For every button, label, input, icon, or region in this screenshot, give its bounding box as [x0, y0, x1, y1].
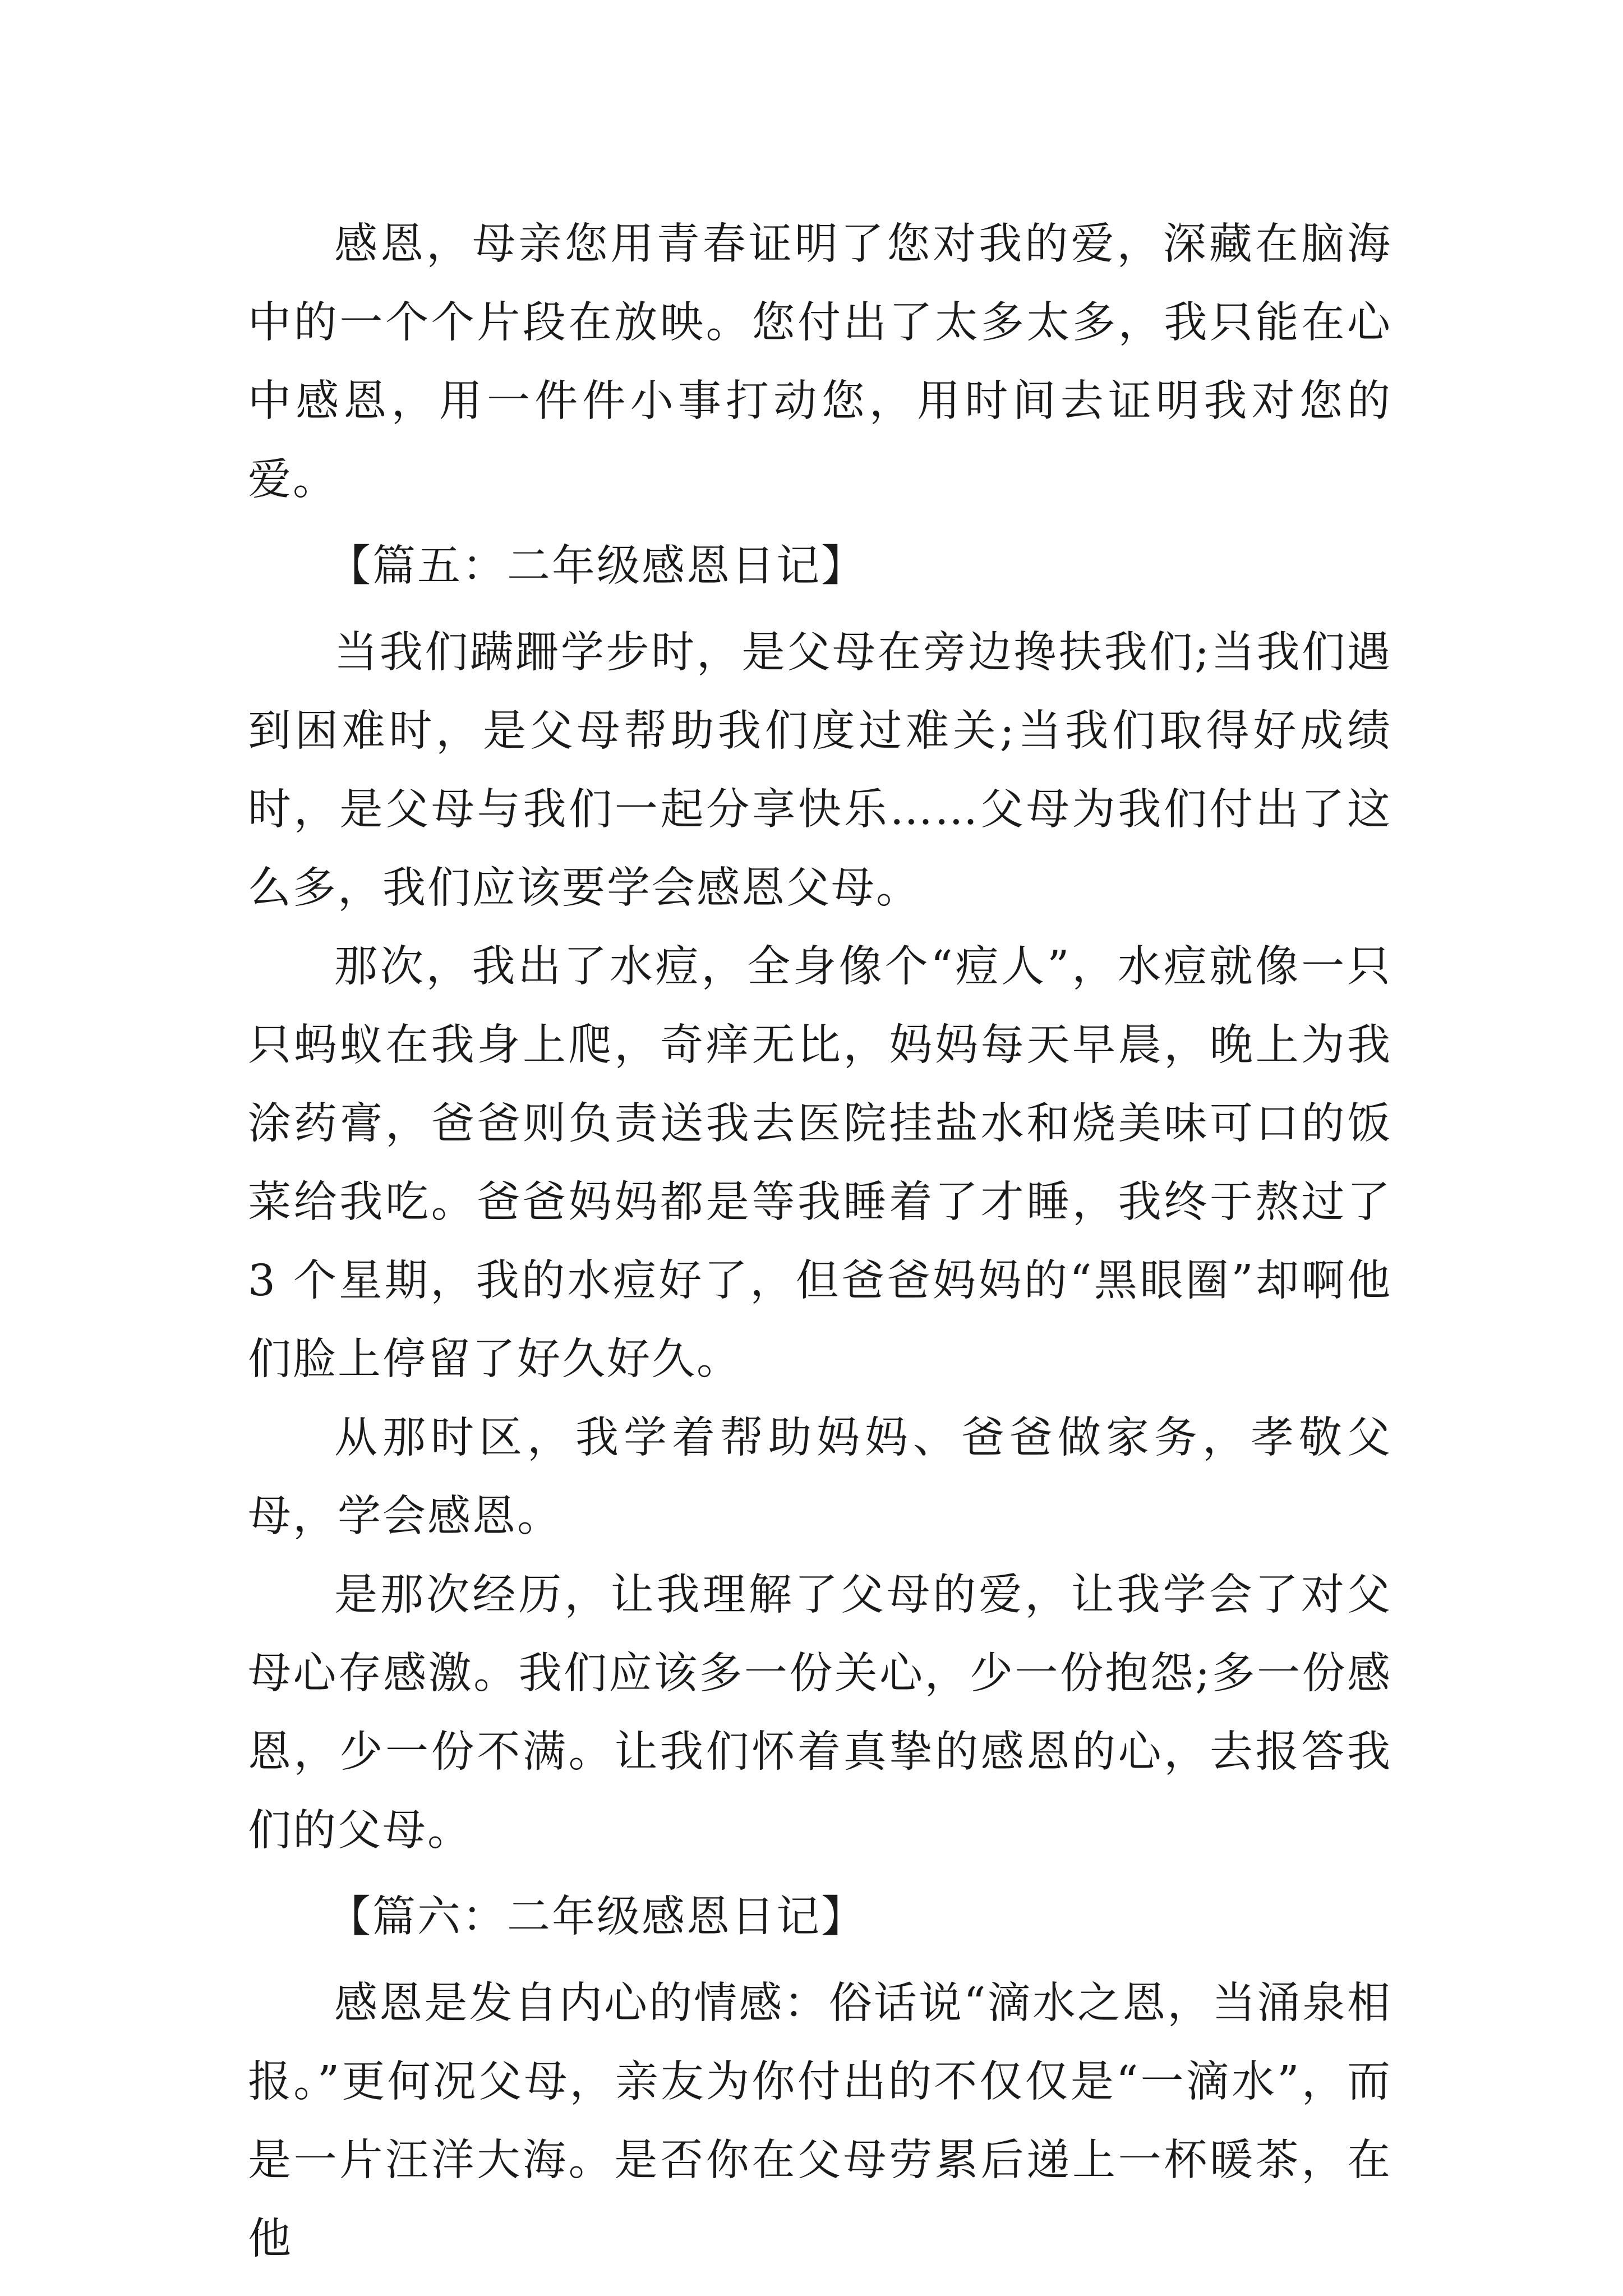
section-heading-part-six: 【篇六：二年级感恩日记】 — [328, 1892, 866, 1942]
paragraph-learned-gratitude: 是那次经历，让我理解了父母的爱，让我学会了对父母心存感激。我们应该多一份关心，少一份抱怨;多一份感恩，少一份不满。让我们怀着真挚的感恩的心，去报答我们的父母。 — [248, 1570, 1392, 1856]
paragraph-parents-support: 当我们蹒跚学步时，是父母在旁边搀扶我们;当我们遇到困难时，是父母帮助我们度过难关;当我们取得好成绩时，是父母与我们一起分享快乐……父母为我们付出了这么多，我们应该要学会感恩父母。 — [248, 628, 1392, 913]
paragraph-helping-chores: 从那时区，我学着帮助妈妈、爸爸做家务，孝敬父母，学会感恩。 — [248, 1413, 1392, 1542]
section-heading-part-five: 【篇五：二年级感恩日记】 — [328, 541, 866, 591]
paragraph-gratitude-feeling: 感恩是发自内心的情感：俗话说“滴水之恩，当涌泉相报。”更何况父母，亲友为你付出的不仅仅是“一滴水”，而是一片汪洋大海。是否你在父母劳累后递上一杯暖茶，在他 — [248, 1978, 1392, 2264]
document-body — [248, 205, 1392, 2279]
paragraph-chickenpox: 那次，我出了水痘，全身像个“痘人”，水痘就像一只只蚂蚁在我身上爬，奇痒无比，妈妈每天早晨，晚上为我涂药膏，爸爸则负责送我去医院挂盐水和烧美味可口的饭菜给我吃。爸爸妈妈都是等我睡着了才睡，我终于熬过了 3 个星期，我的水痘好了，但爸爸妈妈的“黑眼圈”却啊他们脸上停留了好久好久。 — [248, 942, 1392, 1384]
paragraph-gratitude-mother: 感恩，母亲您用青春证明了您对我的爱，深藏在脑海中的一个个片段在放映。您付出了太多太多，我只能在心中感恩，用一件件小事打动您，用时间去证明我对您的爱。 — [248, 219, 1392, 505]
